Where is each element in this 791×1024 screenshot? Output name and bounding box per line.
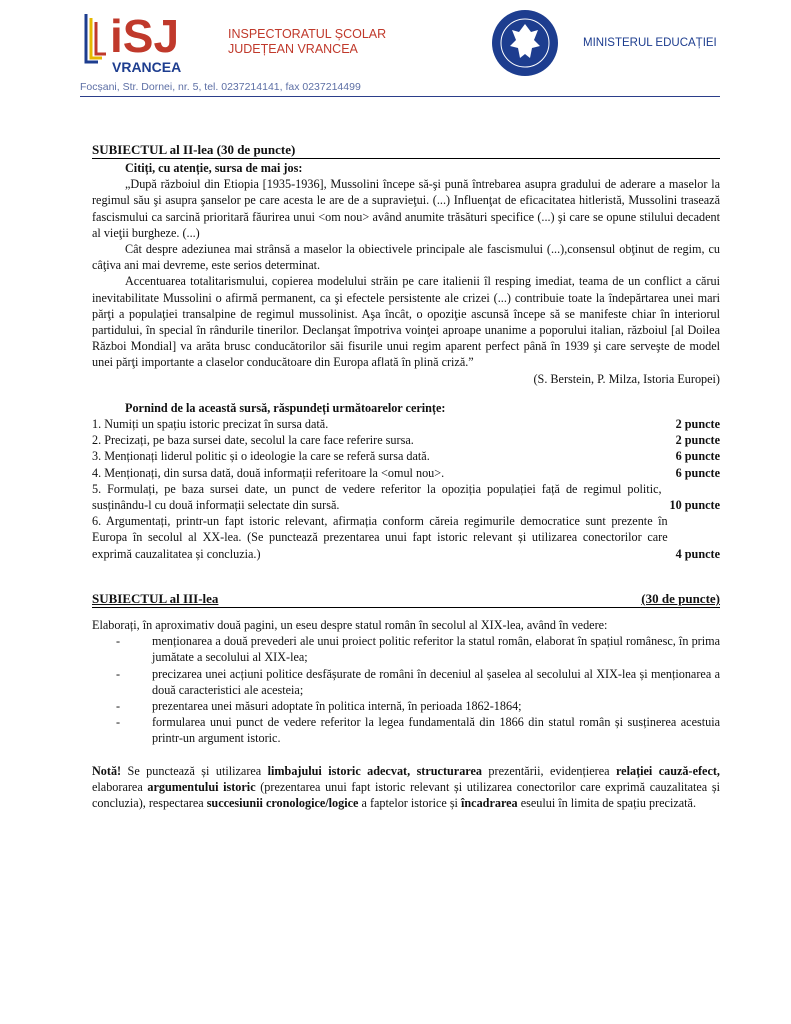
source-citation: (S. Berstein, P. Milza, Istoria Europei) (533, 371, 720, 386)
note-paragraph: Notă! Se punctează și utilizarea limbajului istoric adecvat, structurarea prezentării, evidențierea relației cauză-efect, elaborarea argumentului istoric (prezentarea unui fapt istoric relevant și utilizarea conectorilor care exprimă cauzalitatea și concluzia), respectarea succesiunii cronologice/logice a faptelor istorice și încadrarea eseului în limita de spațiu precizată. (92, 763, 720, 811)
task-1: 1. Numiți un spațiu istoric precizat în sursa dată. 2 puncte (92, 417, 720, 432)
source-paragraph-1: „După războiul din Etiopia [1935-1936], Mussolini începe să-şi pună întrebarea asupra gradului de aderare a maselor la regimul său şi asupra şanselor pe care acesta le are de a supravieţui. (...) Influenţat de eficacitatea hitleristă, Mussolini trasează fascismului ca sarcină prioritară făurirea unui <om nou> având anumite trăsături specifice (...) şi care se opune stilului decadent al vieţii burgheze. (...) (92, 177, 720, 240)
ministry-name: MINISTERUL EDUCAȚIEI (583, 37, 717, 49)
tasks-intro: Pornind de la această sursă, răspundeți următoarelor cerințe: (125, 400, 446, 415)
logo-text: VRANCEA (112, 59, 182, 75)
essay-item-4: - formularea unui punct de vedere referitor la legea fundamentală din 1866 din statul român și susținerea acestuia printr-un argument istoric. (116, 714, 720, 746)
task-2: 2. Precizați, pe baza sursei date, secolul la care face referire sursa. 2 puncte (92, 433, 720, 448)
isj-logo (80, 6, 210, 78)
essay-item-1: - menționarea a două prevederi ale unui proiect politic referitor la statul român, elaborat în spațiul românesc, în prima jumătate a secolului al XIX-lea; (116, 633, 720, 665)
government-seal (490, 8, 560, 78)
source-paragraph-2: Cât despre adeziunea mai strânsă a maselor la obiectivele principale ale fascismului (...),consensul obţinut de regim, cu câţiva ani mai devreme, este serios determinat. (92, 242, 720, 273)
task-5: 5. Formulați, pe baza sursei date, un punct de vedere referitor la opoziția populației față de regimul politic, susținându-l cu două informații selectate din sursă. 10 puncte (92, 481, 720, 513)
header-divider (80, 96, 720, 97)
essay-item-2: - precizarea unei acțiuni politice desfășurate de români în deceniul al șaselea al secolului al XIX-lea și menționarea a două caracteristici ale acesteia; (116, 666, 720, 698)
logo-letters: iSJ (110, 10, 180, 62)
subject-2-title: SUBIECTUL al II-lea (30 de puncte) (92, 141, 720, 159)
page-header (0, 0, 791, 100)
inspectorate-line1: INSPECTORATUL ȘCOLAR (228, 27, 387, 41)
essay-requirements (92, 633, 720, 746)
source-paragraph-3: Accentuarea totalitarismului, copierea modelului străin pe care italienii îl resping imediat, teama de un conflict a cărui inevitabilitate Mussolini o afirmă permanent, ca şi efectele persistente ale crizei (...) contribuie toate la îndepărtarea unei mari părţi a populaţiei transalpine de regimul mussolinist. Aşa încât, o opoziţie ascunsă începe să se manifeste chiar în interiorul partidului, în special în rândurile tinerilor. Declanşat împotriva voinţei aproape unanime a poporului italian, războiul [al Doilea Război Mondial] va arăta brusc conducătorilor săi fisurile unui regim aparent perfect până în 1939 şi care serveşte de model unei părţi importante a claselor conducătoare din Europa aflată în plină criză.” (92, 274, 720, 370)
inspectorate-line2: JUDEȚEAN VRANCEA (228, 42, 358, 56)
task-4: 4. Menționați, din sursa dată, două informații referitoare la <omul nou>. 6 puncte (92, 465, 720, 480)
subject-3 (92, 590, 720, 811)
source-intro: Citiți, cu atenție, sursa de mai jos: (125, 161, 303, 175)
task-3: 3. Menționați liderul politic și o ideologie la care se referă sursa dată. 6 puncte (92, 449, 720, 464)
task-6: 6. Argumentați, printr-un fapt istoric relevant, afirmația conform căreia regimurile democratice sunt prezente în Europa în secolul al XX-lea. (Se punctează prezentarea unui fapt istoric relevant și utilizarea conectorilor care exprimă cauzalitatea și concluzia.) 4 puncte (92, 514, 720, 561)
essay-intro: Elaborați, în aproximativ două pagini, un eseu despre statul român în secolul al XIX-lea, având în vedere: (92, 618, 608, 632)
subject-2 (92, 141, 720, 562)
subject-3-title: SUBIECTUL al III-lea (30 de puncte) (92, 591, 720, 606)
inspectorate-name (228, 27, 386, 57)
address-line: Focșani, Str. Dornei, nr. 5, tel. 0237214141, fax 0237214499 (80, 81, 361, 93)
essay-item-3: - prezentarea unei măsuri adoptate în politica internă, în perioada 1862-1864; (116, 698, 720, 714)
